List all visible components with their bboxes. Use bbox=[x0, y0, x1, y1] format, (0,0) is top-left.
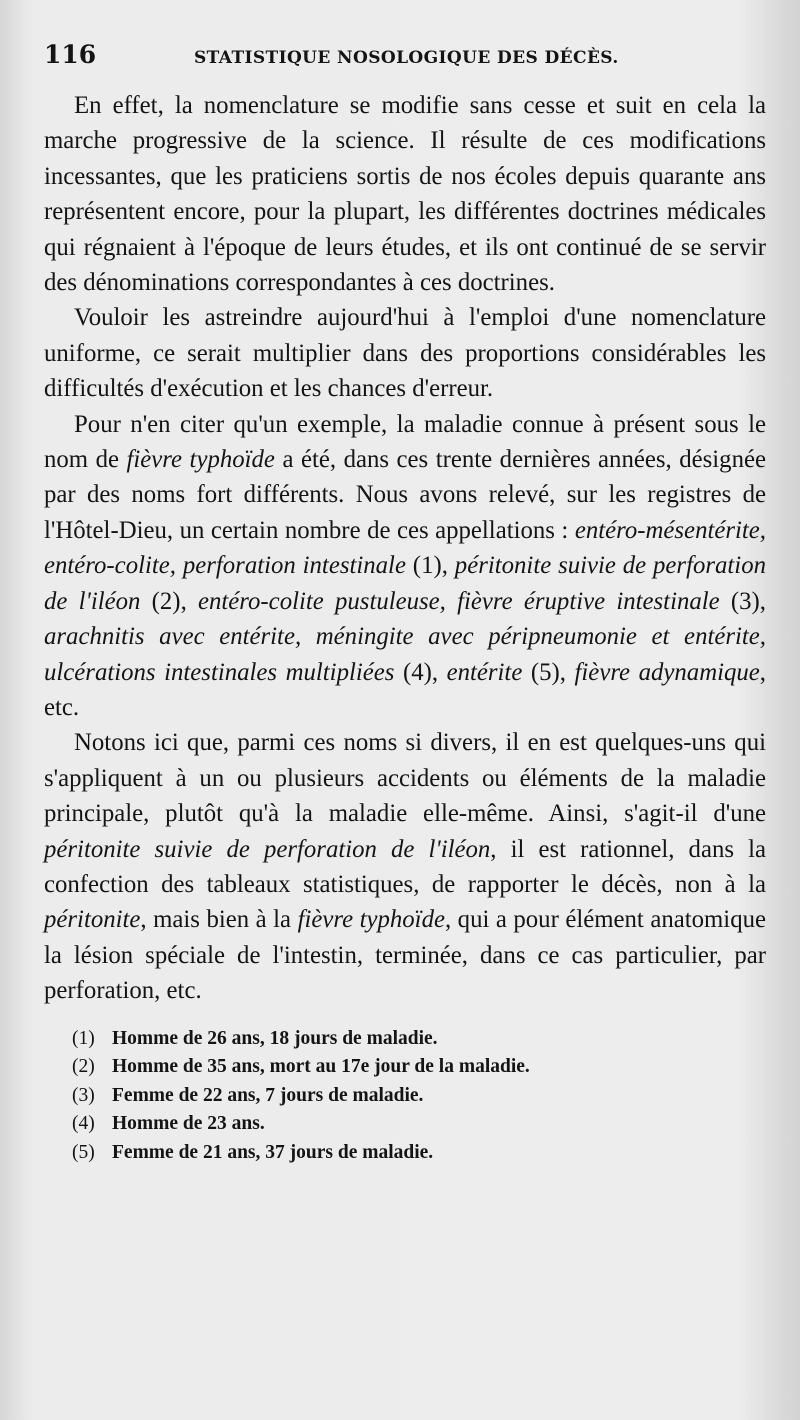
footnote-number: (1) bbox=[72, 1027, 95, 1049]
text-run: Vouloir les astreindre aujourd'hui à l'emploi d'une nomenclature uniforme, ce serait multiplier dans des proportions considérables les difficultés d'exécution et les chances d'erreur. bbox=[44, 304, 766, 403]
footnote-text: Homme de 35 ans, mort au 17e jour de la maladie. bbox=[112, 1056, 530, 1078]
footnote bbox=[72, 1139, 766, 1168]
italic-run: entéro-mésentérite, entéro-colite, perforation intestinale bbox=[44, 516, 766, 580]
italic-run: fièvre typhoïde bbox=[126, 446, 275, 474]
text-run: (5), bbox=[522, 658, 575, 686]
footnote-text: Homme de 26 ans, 18 jours de maladie. bbox=[112, 1027, 438, 1049]
footnote bbox=[72, 1110, 766, 1139]
paragraph bbox=[44, 88, 766, 300]
text-run: , il est rationnel, dans la confection des tableaux statistiques, de rapporter le décès, non à la bbox=[44, 835, 766, 898]
paragraph bbox=[44, 300, 766, 406]
text-run: (4), bbox=[394, 658, 447, 686]
page-header bbox=[44, 40, 766, 80]
footnote bbox=[72, 1053, 766, 1082]
text-run: , etc. bbox=[44, 658, 766, 721]
text-run: , mais bien à la bbox=[140, 906, 298, 934]
text-run: a été, dans ces trente dernières années, désignée par des noms fort différents. Nous avons relevé, sur les registres de l'Hôtel-Dieu, un certain nombre de ces appellations : bbox=[44, 446, 766, 544]
italic-run: fièvre adynamique bbox=[574, 658, 760, 686]
footnote-number: (2) bbox=[72, 1056, 95, 1078]
text-run: Pour n'en citer qu'un exemple, la maladie connue à présent sous le nom de bbox=[44, 410, 766, 474]
running-head: STATISTIQUE NOSOLOGIQUE DES DÉCÈS. bbox=[194, 48, 619, 68]
paragraph bbox=[44, 407, 766, 726]
footnote-text: Femme de 21 ans, 37 jours de maladie. bbox=[112, 1141, 434, 1163]
text-run: Notons ici que, parmi ces noms si divers, il en est quelques-uns qui s'appliquent à un ou plusieurs accidents ou éléments de la maladie principale, plutôt qu'à la maladie elle-même. Ainsi, s'agit-il d'une bbox=[44, 729, 766, 828]
footnote bbox=[72, 1025, 766, 1054]
italic-run: entéro-colite pustuleuse, fièvre éruptive intestinale bbox=[198, 587, 720, 615]
text-run: (3), bbox=[719, 587, 766, 615]
italic-run: péritonite suivie de perforation de l'iléon bbox=[44, 835, 491, 863]
italic-run: fièvre typhoïde bbox=[297, 906, 445, 934]
text-run: En effet, la nomenclature se modifie sans cesse et suit en cela la marche progressive de la science. Il résulte de ces modifications incessantes, que les praticiens sortis de nos écoles depuis quarante ans représentent encore, pour la plupart, les différentes doctrines médicales qui régnaient à l'époque de leurs études, et ils ont continué de se servir des dénominations correspondantes à ces doctrines. bbox=[44, 92, 766, 297]
paragraph bbox=[44, 725, 766, 1008]
italic-run: péritonite suivie de perforation de l'iléon bbox=[44, 552, 766, 615]
footnote-number: (5) bbox=[72, 1141, 95, 1163]
text-run: (1), bbox=[405, 552, 455, 580]
footnote-text: Homme de 23 ans. bbox=[112, 1113, 265, 1135]
page-number: 116 bbox=[44, 40, 97, 69]
text-run: , qui a pour élément anatomique la lésion spéciale de l'intestin, terminée, dans ce cas particulier, par perforation, etc. bbox=[44, 906, 766, 1005]
footnote-number: (3) bbox=[72, 1084, 95, 1106]
italic-run: arachnitis avec entérite, méningite avec péripneumonie et entérite, ulcérations intestinales multipliées bbox=[44, 623, 766, 686]
footnote-number: (4) bbox=[72, 1113, 95, 1135]
italic-run: péritonite bbox=[44, 906, 141, 934]
body-text bbox=[44, 88, 766, 1009]
italic-run: entérite bbox=[446, 658, 523, 686]
footnote bbox=[72, 1082, 766, 1111]
footnote-text: Femme de 22 ans, 7 jours de maladie. bbox=[112, 1084, 424, 1106]
text-run: (2), bbox=[140, 587, 198, 615]
footnotes bbox=[72, 1025, 766, 1168]
